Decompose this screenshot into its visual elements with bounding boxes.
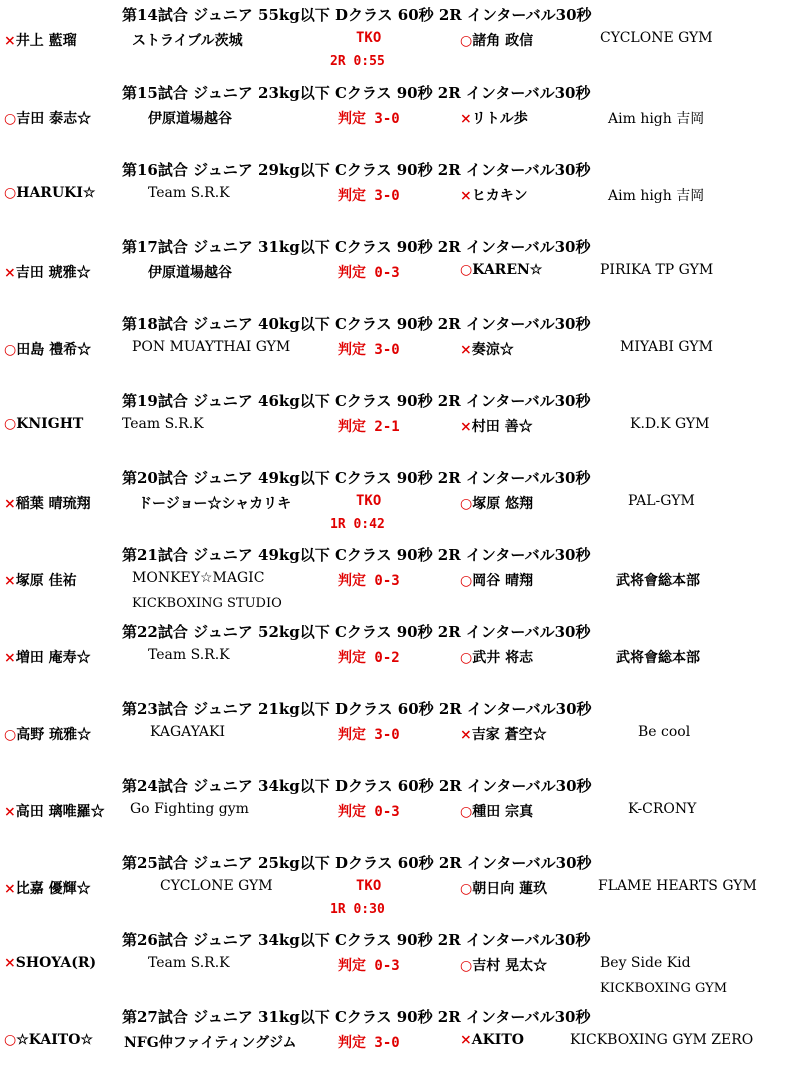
fighter-a-name: 高野 琉雅☆ xyxy=(16,727,92,743)
fighter-a-mark: × xyxy=(4,804,16,820)
bout-result: 判定 0-3 xyxy=(338,265,400,281)
fighter-b xyxy=(460,801,533,821)
bout-title: 第21試合 ジュニア 49kg以下 Cクラス 90秒 2R インターバル30秒 xyxy=(122,546,591,564)
fighter-a-mark: ○ xyxy=(4,416,17,432)
bout-result: 判定 0-3 xyxy=(338,804,400,820)
bout-title: 第20試合 ジュニア 49kg以下 Cクラス 90秒 2R インターバル30秒 xyxy=(122,469,591,487)
fighter-b-mark: ○ xyxy=(460,33,473,49)
bout-title: 第24試合 ジュニア 34kg以下 Dクラス 60秒 2R インターバル30秒 xyxy=(122,777,592,795)
fighter-b-mark: ○ xyxy=(460,881,473,897)
bout-result: TKO xyxy=(356,878,382,894)
fighter-b xyxy=(460,955,547,975)
fighter-b xyxy=(460,416,533,436)
bout-title: 第15試合 ジュニア 23kg以下 Cクラス 90秒 2R インターバル30秒 xyxy=(122,84,591,102)
fighter-b xyxy=(460,30,533,50)
fighter-a-mark: × xyxy=(4,573,16,589)
fighter-b-gym: Aim high 吉岡 xyxy=(608,111,705,127)
fighter-a-gym: Team S.R.K xyxy=(148,185,230,201)
fighter-b xyxy=(460,1032,524,1048)
bout-title: 第17試合 ジュニア 31kg以下 Cクラス 90秒 2R インターバル30秒 xyxy=(122,238,591,256)
fighter-a-gym: ドージョー☆シャカリキ xyxy=(138,496,292,512)
bout-title: 第26試合 ジュニア 34kg以下 Cクラス 90秒 2R インターバル30秒 xyxy=(122,931,591,949)
fighter-b-gym: CYCLONE GYM xyxy=(600,30,713,46)
fighter-a-mark: ○ xyxy=(4,111,17,127)
fighter-a-mark: ○ xyxy=(4,727,17,743)
fighter-a-mark: ○ xyxy=(4,342,17,358)
fighter-a-name: 高田 璃唯羅☆ xyxy=(15,804,105,820)
fighter-a-gym: MONKEY☆MAGIC xyxy=(132,570,265,586)
fighter-b-gym-line2: KICKBOXING GYM xyxy=(600,981,728,996)
bout-result: 判定 3-0 xyxy=(338,342,400,358)
fighter-b-gym: 武将會総本部 xyxy=(616,573,700,589)
fighter-b-name: 諸角 政信 xyxy=(472,33,534,49)
fighter-a-gym: KAGAYAKI xyxy=(150,724,225,740)
fighter-b-gym: FLAME HEARTS GYM xyxy=(598,878,757,894)
fighter-a-name: ☆KAITO☆ xyxy=(16,1032,93,1048)
fighter-b-mark: ○ xyxy=(460,496,473,512)
fighter-b-name: 塚原 悠翔 xyxy=(472,496,534,512)
bout-time: 1R 0:42 xyxy=(330,517,385,532)
bout-block xyxy=(0,544,798,622)
bout-time: 2R 0:55 xyxy=(330,54,385,69)
bout-block xyxy=(0,4,798,82)
fighter-b-name: ヒカキン xyxy=(471,188,528,204)
fighter-b-mark: × xyxy=(460,342,472,358)
fighter-a-gym: Team S.R.K xyxy=(122,416,204,432)
fighter-b-name: 吉村 晃太☆ xyxy=(472,958,548,974)
fighter-a-gym: Team S.R.K xyxy=(148,647,230,663)
bout-result: 判定 3-0 xyxy=(338,188,400,204)
fighter-b-gym: K-CRONY xyxy=(628,801,697,817)
fighter-b xyxy=(460,339,514,359)
fighter-b-gym: 武将會総本部 xyxy=(616,650,700,666)
bout-result: 判定 3-0 xyxy=(338,111,400,127)
fighter-b-name: リトル歩 xyxy=(471,111,528,127)
bout-title: 第25試合 ジュニア 25kg以下 Dクラス 60秒 2R インターバル30秒 xyxy=(122,854,592,872)
fighter-a xyxy=(4,801,105,821)
fighter-a-gym: PON MUAYTHAI GYM xyxy=(132,339,291,355)
fighter-a xyxy=(4,493,91,513)
bout-row xyxy=(0,647,798,669)
bout-block xyxy=(0,698,798,776)
fighter-a-name: 田島 禮希☆ xyxy=(16,342,92,358)
bout-row xyxy=(0,262,798,284)
fighter-a xyxy=(4,30,77,50)
fighter-a-mark: × xyxy=(4,881,16,897)
fighter-a-name: 井上 藍瑠 xyxy=(15,33,77,49)
bout-row xyxy=(0,416,798,438)
fighter-b-name: AKITO xyxy=(471,1032,524,1048)
fighter-a-mark: × xyxy=(4,650,16,666)
fighter-a-gym: 伊原道場越谷 xyxy=(148,111,232,127)
fighter-b-mark: × xyxy=(460,419,472,435)
fighter-b-name: 村田 善☆ xyxy=(471,419,533,435)
fighter-b-mark: × xyxy=(460,111,472,127)
fighter-a-mark: ○ xyxy=(4,1032,17,1048)
fighter-a-name: 比嘉 優輝☆ xyxy=(15,881,91,897)
fighter-a-name: KNIGHT xyxy=(16,416,84,432)
fighter-b-name: 朝日向 蓮玖 xyxy=(472,881,548,897)
fighter-b xyxy=(460,724,547,744)
bout-block xyxy=(0,313,798,391)
fighter-b-name: KAREN☆ xyxy=(472,262,543,278)
bout-time: 1R 0:30 xyxy=(330,902,385,917)
fighter-a xyxy=(4,570,77,590)
bout-title: 第23試合 ジュニア 21kg以下 Dクラス 60秒 2R インターバル30秒 xyxy=(122,700,592,718)
fighter-b-gym: MIYABI GYM xyxy=(620,339,713,355)
bout-result: 判定 0-3 xyxy=(338,958,400,974)
fighter-b xyxy=(460,878,547,898)
bout-result: 判定 2-1 xyxy=(338,419,400,435)
fighter-a-gym-line2: KICKBOXING STUDIO xyxy=(132,596,282,611)
fighter-b-mark: ○ xyxy=(460,262,473,278)
fighter-a-name: SHOYA(R) xyxy=(15,955,97,971)
bout-title: 第18試合 ジュニア 40kg以下 Cクラス 90秒 2R インターバル30秒 xyxy=(122,315,591,333)
fighter-b-mark: ○ xyxy=(460,573,473,589)
fighter-b-gym: Be cool xyxy=(638,724,691,740)
fighter-a-mark: ○ xyxy=(4,185,17,201)
fighter-a-mark: × xyxy=(4,33,16,49)
bout-block xyxy=(0,236,798,314)
fighter-a-name: 吉田 泰志☆ xyxy=(16,111,92,127)
fighter-b xyxy=(460,185,528,205)
bout-result: TKO xyxy=(356,493,382,509)
bout-row xyxy=(0,801,798,823)
bout-title: 第14試合 ジュニア 55kg以下 Dクラス 60秒 2R インターバル30秒 xyxy=(122,6,592,24)
fighter-b-gym: PAL-GYM xyxy=(628,493,695,509)
bout-title: 第22試合 ジュニア 52kg以下 Cクラス 90秒 2R インターバル30秒 xyxy=(122,623,591,641)
fighter-b-mark: × xyxy=(460,1032,472,1048)
fighter-b-name: 奏涼☆ xyxy=(471,342,514,358)
fighter-b-name: 武井 将志 xyxy=(472,650,534,666)
fighter-a-gym: CYCLONE GYM xyxy=(160,878,273,894)
fighter-b-name: 岡谷 晴翔 xyxy=(472,573,534,589)
bout-result: 判定 0-3 xyxy=(338,573,400,589)
bout-block xyxy=(0,159,798,237)
fighter-a-mark: × xyxy=(4,265,16,281)
fighter-b-gym: K.D.K GYM xyxy=(630,416,710,432)
fighter-b-gym: KICKBOXING GYM ZERO xyxy=(570,1032,754,1048)
bout-result: TKO xyxy=(356,30,382,46)
bout-row xyxy=(0,108,798,130)
fighter-b-mark: ○ xyxy=(460,958,473,974)
fighter-a xyxy=(4,647,91,667)
fighter-b-gym: PIRIKA TP GYM xyxy=(600,262,714,278)
fighter-a-name: 塚原 佳祐 xyxy=(15,573,77,589)
fighter-a xyxy=(4,339,91,359)
bout-block xyxy=(0,390,798,468)
bout-row xyxy=(0,570,798,592)
fighter-a xyxy=(4,724,91,744)
fighter-b-mark: ○ xyxy=(460,650,473,666)
fighter-a-gym: NFG仲ファイティングジム xyxy=(124,1035,297,1051)
bout-row xyxy=(0,493,798,515)
fighter-b xyxy=(460,570,533,590)
fighter-b xyxy=(460,493,533,513)
bout-block xyxy=(0,929,798,1007)
bout-result: 判定 3-0 xyxy=(338,727,400,743)
bout-block xyxy=(0,852,798,930)
fighter-b-mark: × xyxy=(460,727,472,743)
bout-block xyxy=(0,82,798,160)
bout-row xyxy=(0,339,798,361)
fighter-b xyxy=(460,647,533,667)
fighter-a-name: 増田 庵寿☆ xyxy=(15,650,91,666)
bout-block xyxy=(0,1006,798,1084)
fighter-a xyxy=(4,955,96,971)
fighter-a xyxy=(4,108,91,128)
bout-block xyxy=(0,621,798,699)
bout-title: 第16試合 ジュニア 29kg以下 Cクラス 90秒 2R インターバル30秒 xyxy=(122,161,591,179)
fighter-b xyxy=(460,108,528,128)
bout-title: 第19試合 ジュニア 46kg以下 Cクラス 90秒 2R インターバル30秒 xyxy=(122,392,591,410)
bout-block xyxy=(0,775,798,853)
fighter-a-gym: Go Fighting gym xyxy=(130,801,249,817)
fighter-b xyxy=(460,262,542,278)
fighter-a-gym: 伊原道場越谷 xyxy=(148,265,232,281)
fighter-a-name: HARUKI☆ xyxy=(16,185,96,201)
fighter-b-gym: Aim high 吉岡 xyxy=(608,188,705,204)
bout-result: 判定 3-0 xyxy=(338,1035,400,1051)
fighter-a xyxy=(4,1032,93,1048)
bout-title: 第27試合 ジュニア 31kg以下 Cクラス 90秒 2R インターバル30秒 xyxy=(122,1008,591,1026)
fighter-a-mark: × xyxy=(4,955,16,971)
fighter-a xyxy=(4,185,95,201)
fighter-a xyxy=(4,262,91,282)
bout-row xyxy=(0,185,798,207)
bout-row xyxy=(0,724,798,746)
fighter-a-gym: Team S.R.K xyxy=(148,955,230,971)
fighter-b-name: 種田 宗真 xyxy=(472,804,534,820)
fighter-a-mark: × xyxy=(4,496,16,512)
bout-block xyxy=(0,467,798,545)
fighter-a xyxy=(4,878,91,898)
bout-row xyxy=(0,30,798,52)
fighter-a-name: 吉田 琥雅☆ xyxy=(15,265,91,281)
bout-result: 判定 0-2 xyxy=(338,650,400,666)
bout-row xyxy=(0,1032,798,1054)
fighter-a-gym: ストライブル茨城 xyxy=(132,33,243,49)
fighter-b-gym: Bey Side Kid xyxy=(600,955,691,971)
bout-row xyxy=(0,878,798,900)
fighter-b-mark: × xyxy=(460,188,472,204)
fighter-b-name: 吉家 蒼空☆ xyxy=(471,727,547,743)
fighter-a xyxy=(4,416,83,432)
fighter-a-name: 稲葉 晴琉翔 xyxy=(15,496,91,512)
fighter-b-mark: ○ xyxy=(460,804,473,820)
bout-row xyxy=(0,955,798,977)
